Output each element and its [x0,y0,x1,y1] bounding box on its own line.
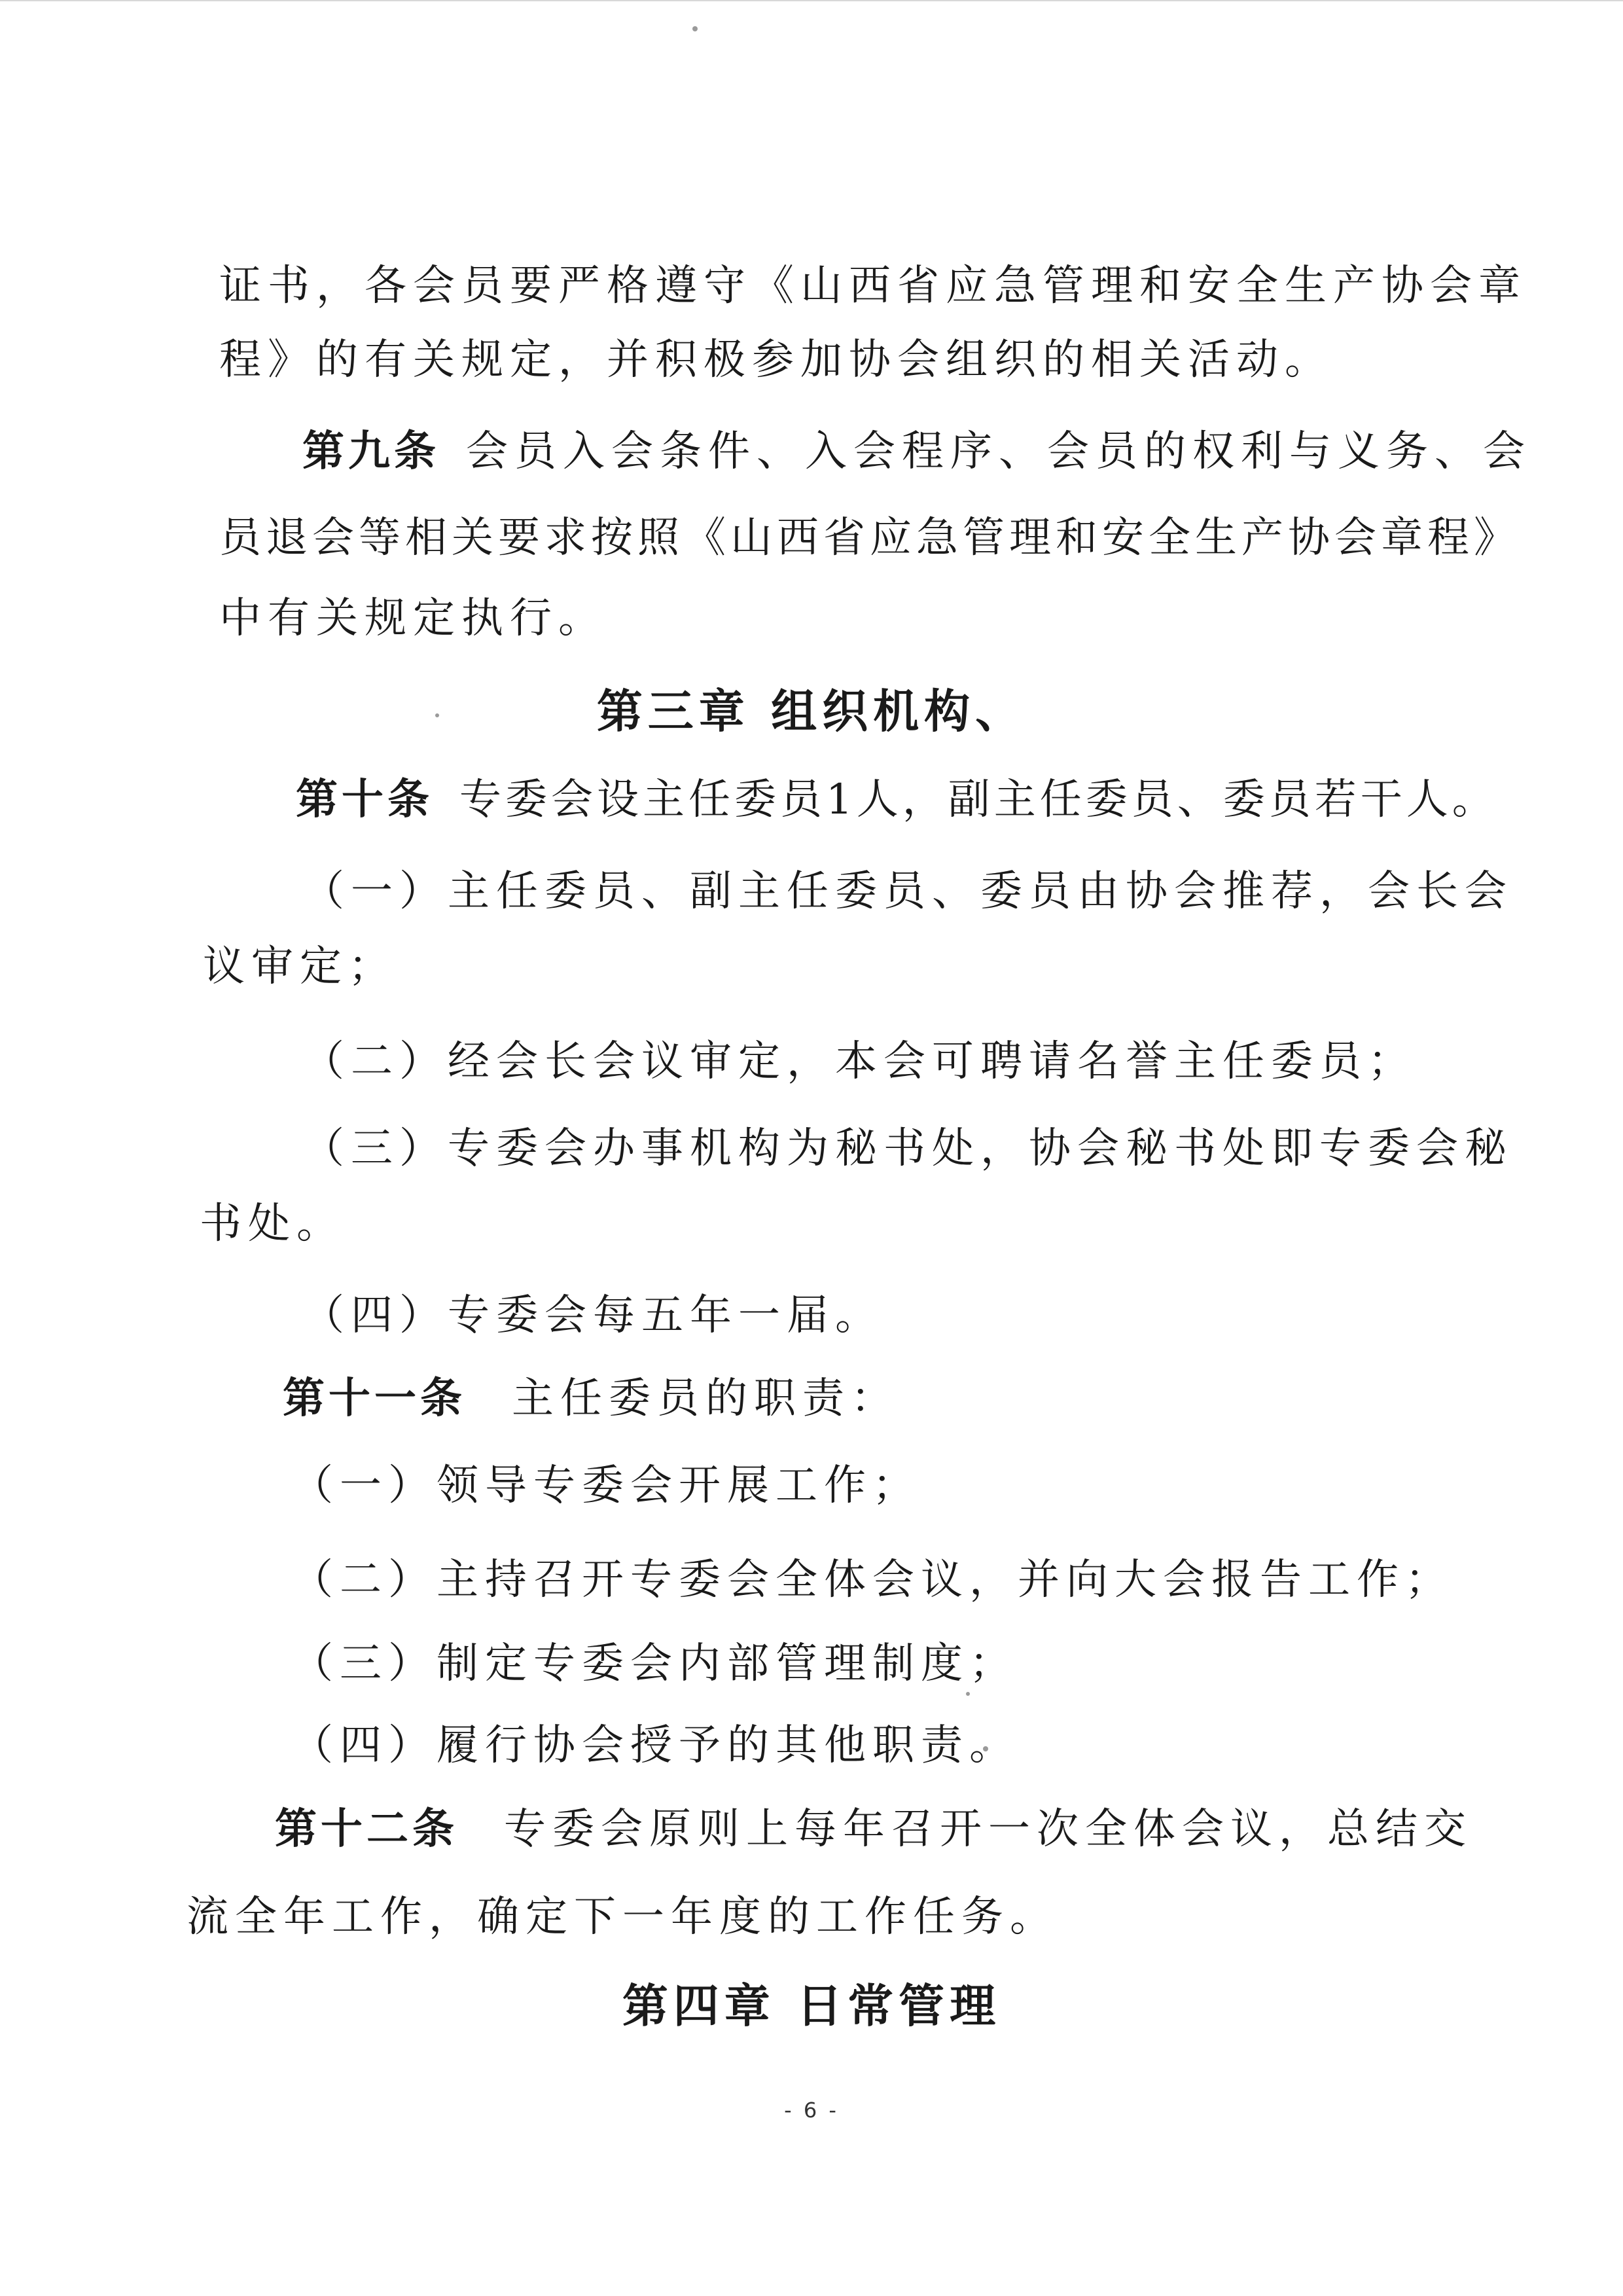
list-item: （一）领导专委会开展工作； [291,1462,921,1510]
article-12-lead: 第十二条 [275,1804,458,1854]
text-line: 员退会等相关要求按照《山西省应急管理和安全生产协会章程》 [219,514,1520,562]
text-line: 议审定； [203,942,397,991]
article-9-text: 会员入会条件、入会程序、会员的权利与义务、会 [466,427,1531,476]
list-item: （一）主任委员、副主任委员、委员由协会推荐，会长会 [302,867,1513,916]
article-9-lead: 第九条 [302,427,440,476]
text-line: 中有关规定执行。 [219,594,607,643]
list-item: （三）制定专委会内部管理制度； [291,1640,1018,1688]
scan-edge [0,0,1623,1]
list-item: （四）专委会每五年一届。 [302,1291,883,1340]
text-line: 书处。 [200,1200,345,1248]
article-12-line-1 [275,1804,1472,1854]
chapter-4-heading: 第四章 日常管理 [622,1979,1001,2033]
article-10-line-1 [296,775,1498,824]
article-9-line-1 [302,427,1531,476]
text-line: 流全年工作，确定下一年度的工作任务。 [187,1893,1058,1941]
article-12-text: 专委会原则上每年召开一次全体会议，总结交 [504,1805,1472,1854]
list-item: （二）主持召开专委会全体会议，并向大会报告工作； [291,1556,1454,1604]
list-item: （二）经会长会议审定，本会可聘请名誉主任委员； [302,1037,1416,1086]
article-10-text: 专委会设主任委员1人，副主任委员、委员若干人。 [459,776,1498,824]
list-item: （三）专委会办事机构为秘书处，协会秘书处即专委会秘 [302,1124,1513,1173]
article-10-lead: 第十条 [296,775,433,824]
article-11-lead: 第十一条 [283,1374,466,1423]
article-11-text: 主任委员的职责： [512,1374,899,1423]
text-line: 证书，各会员要严格遵守《山西省应急管理和安全生产协会章 [219,262,1527,310]
chapter-3-heading: 第三章 组织机构、 [596,684,1027,738]
text-line: 程》的有关规定，并积极参加协会组织的相关活动。 [219,336,1333,384]
article-11-line-1 [283,1374,899,1423]
scan-speck [966,1692,970,1696]
scan-speck [692,26,698,31]
list-item: （四）履行协会授予的其他职责。 [291,1721,1018,1770]
page-number: - 6 - [784,2098,839,2123]
